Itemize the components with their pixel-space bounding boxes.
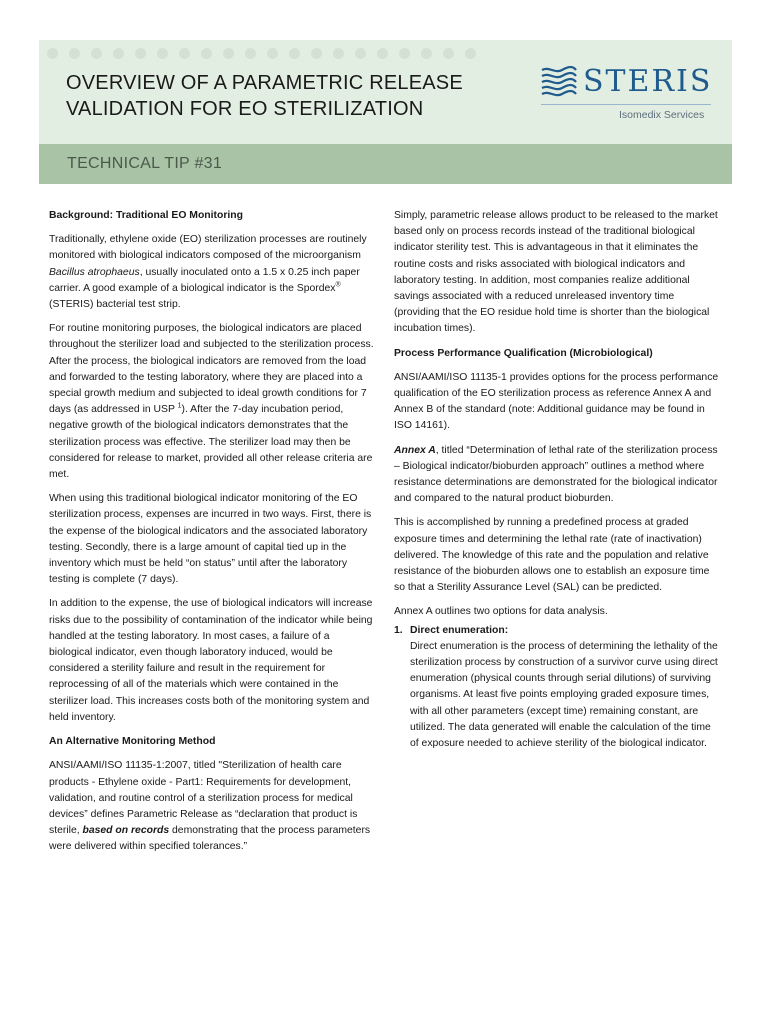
paragraph	[49, 321, 375, 483]
text: For routine monitoring purposes, the biological indicators are placed throughout the sterilizer load and subjected to the sterilization process. After the process, the biological indicators are removed from the load and forwarded to the testing laboratory, where they are placed into a special growth medium and subjected to ideal growth conditions for 7 days (as addressed in USP	[49, 323, 374, 416]
logo-wordmark: STERIS	[583, 64, 713, 99]
dot	[179, 48, 190, 59]
dot	[443, 48, 454, 59]
organism-name: Bacillus atrophaeus	[49, 266, 140, 278]
text: demonstrating that the process parameters were delivered within specified tolerances.”	[49, 825, 371, 853]
section-heading: An Alternative Monitoring Method	[49, 736, 216, 748]
annex-label: Annex A	[394, 444, 436, 456]
dot	[333, 48, 344, 59]
document-title	[66, 70, 516, 122]
steris-logo	[539, 66, 719, 122]
text: (STERIS) bacterial test strip.	[49, 299, 181, 311]
emphasis: based on records	[82, 825, 170, 837]
header-banner	[39, 40, 732, 144]
list-number: 1.	[394, 624, 403, 636]
section-heading: Process Performance Qualification (Microbiological)	[394, 347, 653, 359]
text: Traditionally, ethylene oxide (EO) sterilization processes are routinely monitored with biological indicators composed of the microorganism	[49, 234, 367, 262]
paragraph: Annex A outlines two options for data analysis.	[394, 606, 608, 618]
title-line-2: VALIDATION FOR EO STERILIZATION	[66, 98, 424, 120]
section-heading: Background: Traditional EO Monitoring	[49, 210, 243, 221]
dot	[399, 48, 410, 59]
list-item	[394, 623, 722, 753]
text: , titled “Determination of lethal rate of the sterilization process – Biological indicator/bioburden approach” outlines a method where resistance determinations are demonstrated for the biological indicator and compared to the natural product bioburden.	[394, 444, 718, 505]
dot	[377, 48, 388, 59]
technical-tip-label: TECHNICAL TIP #31	[67, 155, 223, 172]
dot	[355, 48, 366, 59]
text: ANSI/AAMI/ISO 11135-1:2007, titled "Sterilization of health care products - Ethylene oxide - Part1: Requirements for development, validation, and routine control of a sterilization process for medical devices” defines Parametric Release as “declaration that product is sterile,	[49, 760, 358, 837]
logo-divider	[541, 104, 711, 105]
paragraph	[49, 232, 375, 313]
document-page	[39, 40, 732, 1024]
left-column	[49, 208, 375, 864]
title-line-1: OVERVIEW OF A PARAMETRIC RELEASE	[66, 72, 463, 94]
dot	[201, 48, 212, 59]
list-item-heading: Direct enumeration:	[410, 624, 509, 636]
text: ). After the 7-day incubation period, negative growth of the biological indicators demonstrates that the sterilization process was effective. The sterilizer load may then be considered for release to market, provided all other release criteria are met.	[49, 404, 373, 481]
dot	[311, 48, 322, 59]
dot	[69, 48, 80, 59]
dot	[157, 48, 168, 59]
paragraph: In addition to the expense, the use of biological indicators will increase risks due to the possibility of contamination of the indicator while being handled at the testing laboratory. In most cases, a failure of a biological indicator, even though laboratory induced, would be considered a sterility failure and result in the requirement for reprocessing of all of the materials which were contained in the sterilizer load. This increases costs both of the monitoring system and held inventory.	[49, 598, 373, 723]
list-item-body: Direct enumeration is the process of determining the lethality of the sterilization process by construction of a survivor curve using direct enumeration (physical counts through serial dilutions) of surviving organisms. At least five points employing graded exposure times, with all other parameters (except time) remaining constant, are utilized. The data generated will enable the calculation of the time of exposure needed to achieve sterility of the biological indicator.	[410, 640, 718, 750]
steris-wave-icon	[541, 66, 577, 98]
paragraph: This is accomplished by running a predefined process at graded exposure times and determining the lethal rate (rate of inactivation) delivered. The knowledge of this rate and the population and relative resistance of the bioburden allows one to establish an exposure time so that a Sterility Assurance Level (SAL) can be predicted.	[394, 517, 710, 594]
analysis-options-list	[394, 623, 722, 753]
dot	[91, 48, 102, 59]
text: , usually inoculated onto a 1.5 x 0.25 inch paper carrier. A good example of a biological indicator is the Spordex	[49, 266, 360, 294]
dot	[113, 48, 124, 59]
logo-subtitle: Isomedix Services	[619, 109, 705, 121]
dot	[465, 48, 476, 59]
dot	[223, 48, 234, 59]
decorative-dots	[47, 48, 477, 60]
technical-tip-bar	[39, 144, 732, 184]
dot	[135, 48, 146, 59]
dot	[47, 48, 58, 59]
dot	[267, 48, 278, 59]
dot	[421, 48, 432, 59]
paragraph: ANSI/AAMI/ISO 11135-1 provides options for the process performance qualification of the EO sterilization process as reference Annex A and Annex B of the standard (note: Additional guidance may be found in ISO 14161).	[394, 371, 719, 432]
right-column	[394, 208, 722, 752]
dot	[289, 48, 300, 59]
paragraph	[49, 758, 375, 855]
registered-mark: ®	[335, 281, 341, 289]
paragraph	[394, 443, 722, 508]
dot	[245, 48, 256, 59]
paragraph: When using this traditional biological indicator monitoring of the EO sterilization process, expenses are incurred in two ways. First, there is the expense of the biological indicators and the associated laboratory testing. Secondly, there is a large amount of capital tied up in the inventory which must be held “on status” until after the laboratory testing is complete (7 days).	[49, 493, 372, 586]
paragraph: Simply, parametric release allows product to be released to the market based only on process records instead of the traditional biological indicator sterility test. This is advantageous in that it eliminates the routine costs and risks associated with biological indicators and laboratory testing. In addition, most companies realize additional savings associated with a reduced unreleased inventory time (providing that the EO residue hold time is shorter than the biological incubation times).	[394, 210, 718, 335]
footnote-ref: 1	[177, 402, 182, 410]
